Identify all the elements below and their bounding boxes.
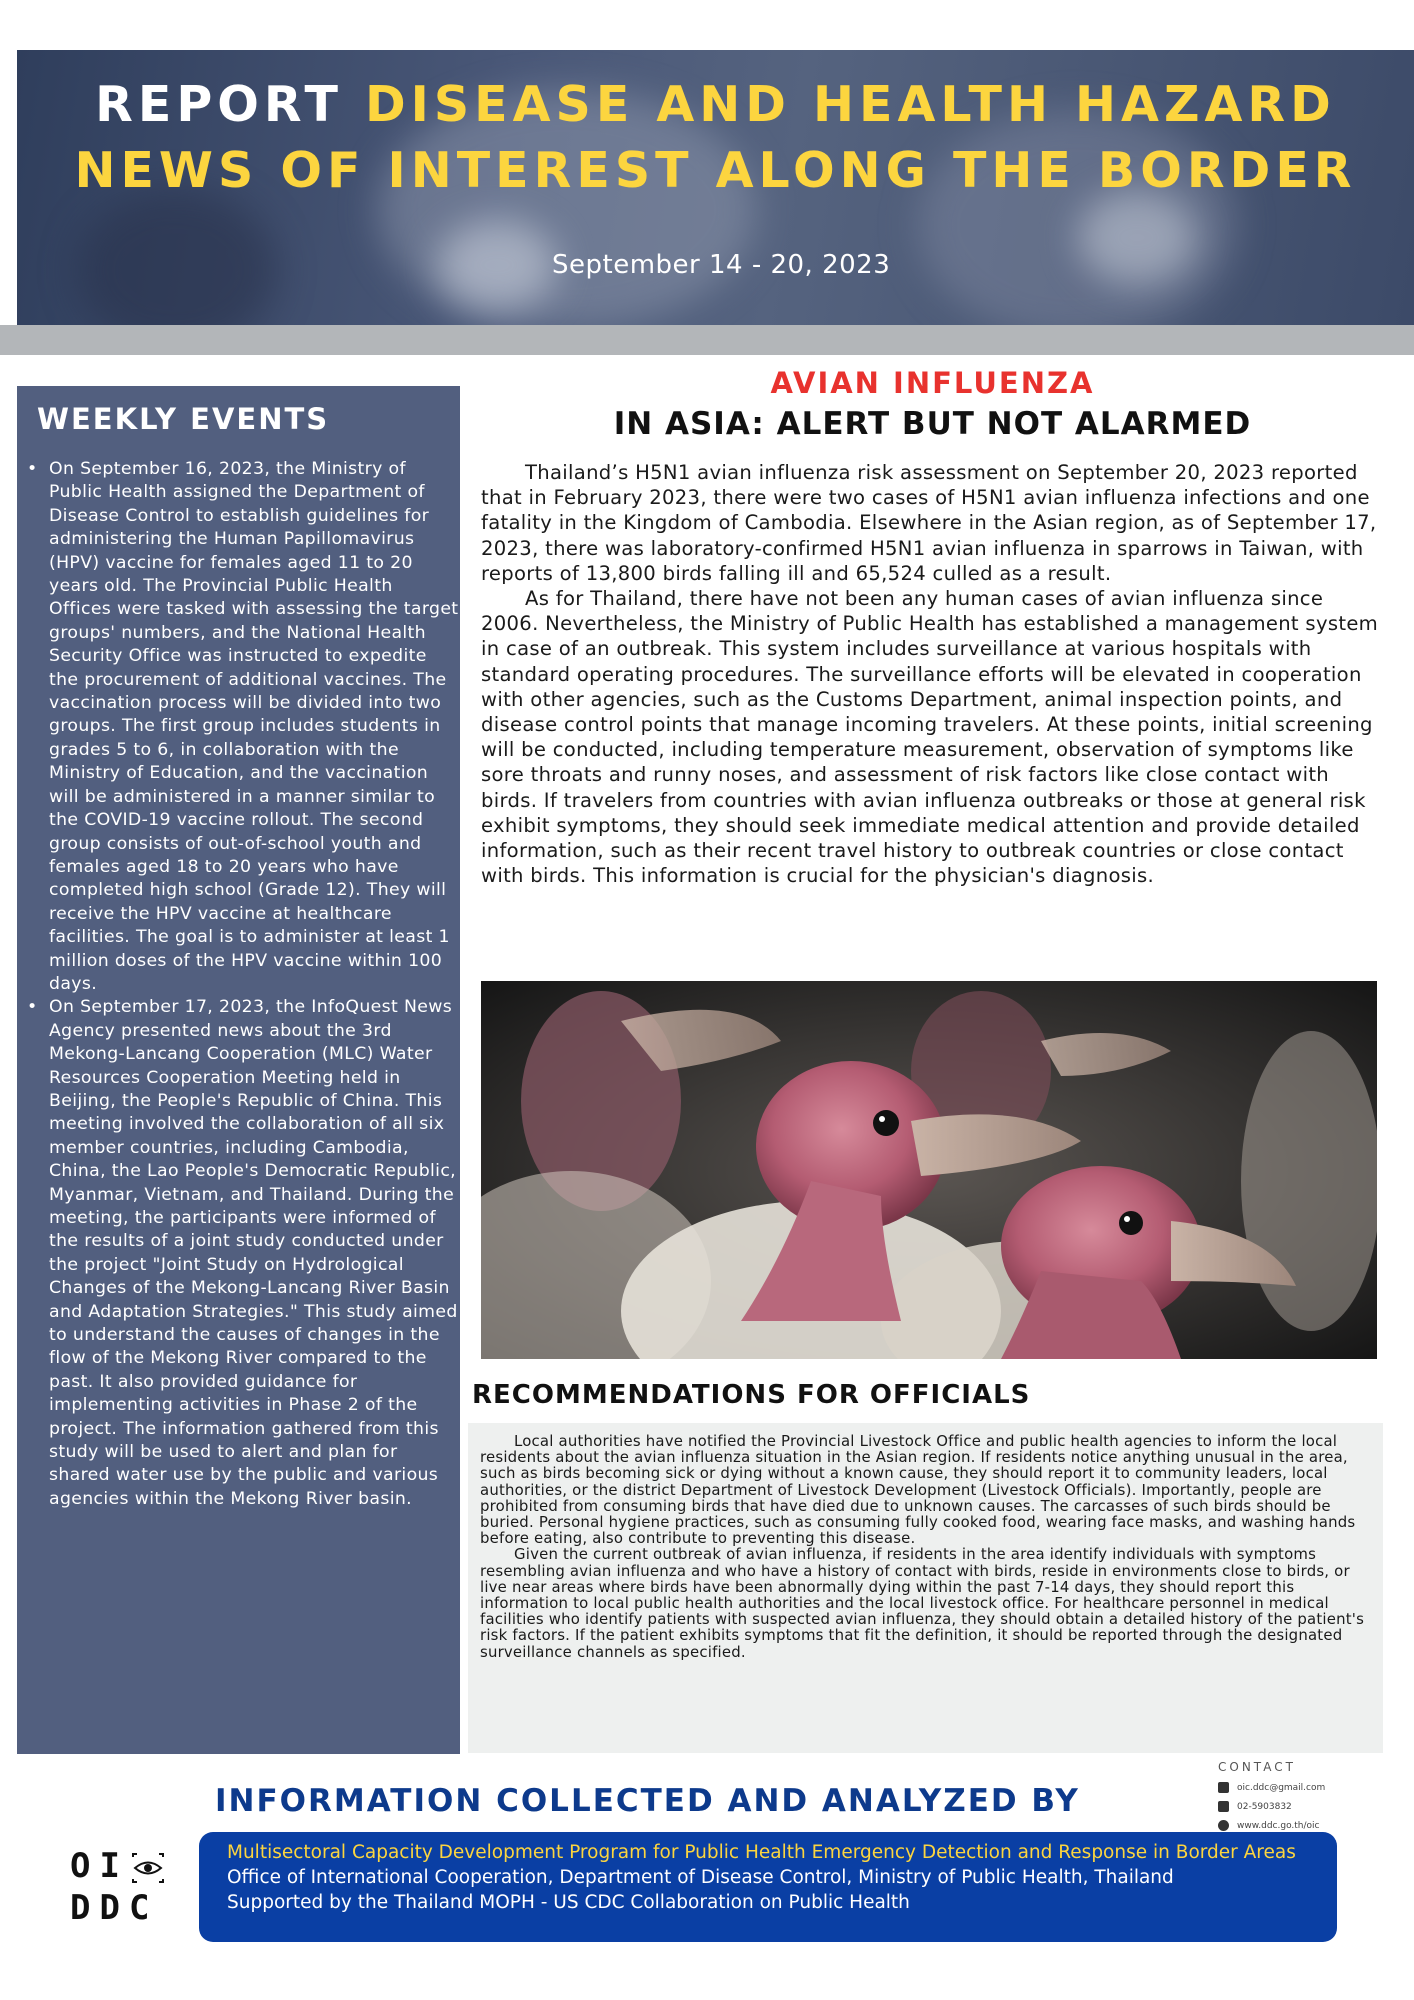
bullet-icon: • (27, 459, 38, 479)
article-body (481, 460, 1379, 888)
recommendation-paragraph: Local authorities have notified the Provincial Livestock Office and public health agencies to inform the local residents about the avian influenza situation in the Asian region. If residents notice anything unusual in the area, such as birds becoming sick or dying without a known cause, they should report it to community leaders, local authorities, or the district Department of Livestock Development (Livestock Officials). Importantly, people are prohibited from consuming birds that have died due to unknown causes. The carcasses of such birds should be buried. Personal hygiene practices, such as consuming fully cooked food, wearing face masks, and washing hands before eating, also contribute to preventing this disease. (480, 1432, 1356, 1548)
weekly-event-item (27, 996, 459, 1511)
weekly-events-panel (17, 386, 460, 1754)
oic-ddc-logo (70, 1845, 185, 1929)
footer-info-box (199, 1832, 1337, 1942)
contact-website[interactable]: www.ddc.go.th/oic (1237, 1820, 1320, 1831)
logo-line2: DDC (70, 1888, 159, 1928)
footer-support: Supported by the Thailand MOPH - US CDC Collaboration on Public Health (227, 1892, 910, 1913)
footer-office: Office of International Cooperation, Department of Disease Control, Ministry of Public Health, Thailand (227, 1867, 1174, 1888)
footer-heading: INFORMATION COLLECTED AND ANALYZED BY (215, 1783, 1080, 1819)
turkeys-illustration (481, 981, 1377, 1359)
weekly-events-title: WEEKLY EVENTS (37, 402, 330, 436)
contact-phone[interactable]: 02-5903832 (1237, 1801, 1292, 1812)
contact-phone-row (1218, 1797, 1388, 1816)
report-title-line2: NEWS OF INTEREST ALONG THE BORDER (74, 142, 1357, 199)
turkeys-photo (481, 981, 1377, 1359)
recommendation-paragraph: Given the current outbreak of avian influenza, if residents in the area identify individuals with symptoms resembling avian influenza and who have a history of contact with birds, reside in environments close to birds, or live near areas where birds have been abnormally dying within the past 7-14 days, they should report this information to local public health authorities and the local livestock office. For healthcare personnel in medical facilities who identify patients with suspected avian influenza, they should obtain a detailed history of the patient's risk factors. If the patient exhibits symptoms that fit the definition, it should be reported through the designated surveillance channels as specified. (480, 1545, 1365, 1661)
contact-email-row (1218, 1778, 1388, 1797)
recommendations-title: RECOMMENDATIONS FOR OFFICIALS (472, 1380, 1031, 1410)
logo-text-oi: OI (70, 1846, 129, 1886)
article-kicker: AVIAN INFLUENZA (770, 366, 1095, 400)
weekly-event-item (27, 458, 459, 996)
globe-icon (1218, 1820, 1229, 1831)
recommendations-box (468, 1423, 1383, 1753)
weekly-events-list (27, 458, 459, 1511)
bullet-icon: • (27, 997, 38, 1018)
contact-block (1218, 1760, 1388, 1835)
report-title-line1: DISEASE AND HEALTH HAZARD (364, 76, 1336, 133)
header-divider (0, 325, 1414, 355)
article-title: IN ASIA: ALERT BUT NOT ALARMED (613, 406, 1252, 442)
contact-title: CONTACT (1218, 1760, 1296, 1774)
article-paragraph: As for Thailand, there have not been any human cases of avian influenza since 2006. Nevertheless, the Ministry of Public Health has established a management system in case of an outbreak. This system includes surveillance at various hospitals with standard operating procedures. The surveillance efforts will be elevated in cooperation with other agencies, such as the Customs Department, animal inspection points, and disease control points that manage incoming travelers. At these points, initial screening will be conducted, including temperature measurement, observation of symptoms like sore throats and runny noses, and assessment of risk factors like close contact with birds. If travelers from countries with avian influenza outbreaks or those at general risk exhibit symptoms, they should seek immediate medical attention and provide detailed information, such as their recent travel history to outbreak countries or close contact with birds. This information is crucial for the physician's diagnosis. (481, 587, 1379, 888)
report-title-word: REPORT (95, 76, 343, 133)
phone-icon (1218, 1801, 1229, 1812)
footer-program: Multisectoral Capacity Development Program for Public Health Emergency Detection and Response in Border Areas (227, 1842, 1296, 1863)
report-date: September 14 - 20, 2023 (552, 250, 891, 280)
weekly-event-text: On September 17, 2023, the InfoQuest News Agency presented news about the 3rd Mekong-Lancang Cooperation (MLC) Water Resources Cooperation Meeting held in Beijing, the People's Republic of China. This meeting involved the collaboration of all six member countries, including Cambodia, China, the Lao People's Democratic Republic, Myanmar, Vietnam, and Thailand. During the meeting, the participants were informed of the results of a joint study conducted under the project "Joint Study on Hydrological Changes of the Mekong-Lancang River Basin and Adaptation Strategies." This study aimed to understand the causes of changes in the flow of the Mekong River compared to the past. It also provided guidance for implementing activities in Phase 2 of the project. The information gathered from this study will be used to alert and plan for shared water use by the public and various agencies within the Mekong River basin. (49, 997, 458, 1509)
report-title (17, 72, 1414, 204)
logo-line1 (70, 1845, 185, 1887)
header-banner (17, 50, 1414, 325)
eye-icon (131, 1853, 165, 1883)
mail-icon (1218, 1782, 1229, 1793)
article-paragraph: Thailand’s H5N1 avian influenza risk assessment on September 20, 2023 reported that in February 2023, there were two cases of H5N1 avian influenza infections and one fatality in the Kingdom of Cambodia. Elsewhere in the Asian region, as of September 17, 2023, there was laboratory-confirmed H5N1 avian influenza in sparrows in Taiwan, with reports of 13,800 birds falling ill and 65,524 culled as a result. (481, 461, 1377, 585)
weekly-event-text: On September 16, 2023, the Ministry of Public Health assigned the Department of Disease Control to establish guidelines for administering the Human Papillomavirus (HPV) vaccine for females aged 11 to 20 years old. The Provincial Public Health Offices were tasked with assessing the target groups' numbers, and the National Health Security Office was instructed to expedite the procurement of additional vaccines. The vaccination process will be divided into two groups. The first group includes students in grades 5 to 6, in collaboration with the Ministry of Education, and the vaccination will be administered in a manner similar to the COVID-19 vaccine rollout. The second group consists of out-of-school youth and females aged 18 to 20 years who have completed high school (Grade 12). They will receive the HPV vaccine at healthcare facilities. The goal is to administer at least 1 million doses of the HPV vaccine within 100 days. (49, 459, 459, 994)
contact-email[interactable]: oic.ddc@gmail.com (1237, 1782, 1326, 1793)
